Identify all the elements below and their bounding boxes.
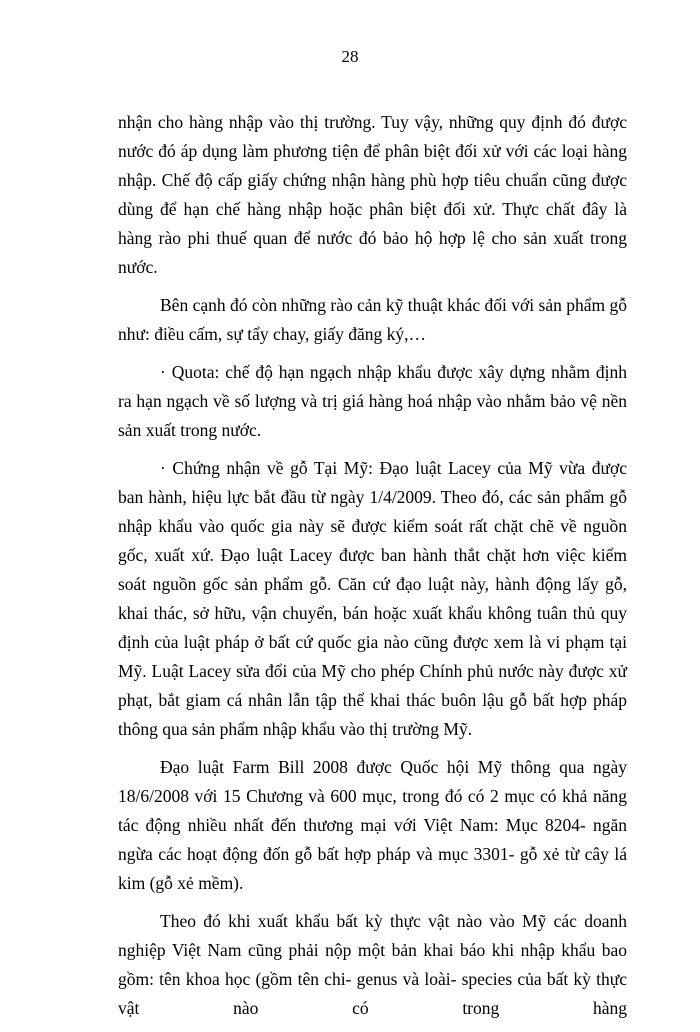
paragraph-technical-barriers: Bên cạnh đó còn những rào cản kỹ thuật khác đối với sản phẩm gỗ như: điều cấm, sự tẩy chay, giấy đăng ký,…: [118, 295, 627, 344]
paragraph-lacey-act: · Chứng nhận về gỗ Tại Mỹ: Đạo luật Lacey của Mỹ vừa được ban hành, hiệu lực bắt đầu từ ngày 1/4/2009. Theo đó, các sản phẩm gỗ nhập khẩu vào quốc gia này sẽ được kiểm soát rất chặt chẽ về nguồn gốc, xuất xứ. Đạo luật Lacey được ban hành thắt chặt hơn việc kiểm soát nguồn gốc sản phẩm gỗ. Căn cứ đạo luật này, hành động lấy gỗ, khai thác, sở hữu, vận chuyển, bán hoặc xuất khẩu không tuân thủ quy định của luật pháp ở bất cứ quốc gia nào cũng được xem là vi phạm tại Mỹ. Luật Lacey sửa đổi của Mỹ cho phép Chính phủ nước này được xử phạt, bắt giam cá nhân lẫn tập thể khai thác buôn lậu gỗ bất hợp pháp thông qua sản phẩm nhập khẩu vào thị trường Mỹ.: [118, 458, 627, 739]
page-number: 28: [341, 47, 359, 66]
paragraph-export-declaration: Theo đó khi xuất khẩu bất kỳ thực vật nào vào Mỹ các doanh nghiệp Việt Nam cũng phải nộp một bản khai báo khi nhập khẩu bao gồm: tên khoa học (gồm tên chi- genus và loài- species của bất kỳ thực vật nào có trong hàng: [118, 911, 627, 1018]
paragraph-farm-bill: Đạo luật Farm Bill 2008 được Quốc hội Mỹ thông qua ngày 18/6/2008 với 15 Chương và 600 mục, trong đó có 2 mục có khả năng tác động nhiều nhất đến thương mại với Việt Nam: Mục 8204- ngăn ngừa các hoạt động đốn gỗ bất hợp pháp và mục 3301- gỗ xẻ từ cây lá kim (gỗ xẻ mềm).: [118, 757, 627, 893]
paragraph-trade-barriers: nhận cho hàng nhập vào thị trường. Tuy vậy, những quy định đó được nước đó áp dụng làm phương tiện để phân biệt đối xử với các loại hàng nhập. Chế độ cấp giấy chứng nhận hàng phù hợp tiêu chuẩn cũng được dùng để hạn chế hàng nhập hoặc phân biệt đối xử. Thực chất đây là hàng rào phi thuế quan để nước đó bảo hộ hợp lệ cho sản xuất trong nước.: [118, 112, 627, 277]
document-body: [118, 108, 627, 1032]
paragraph-quota: · Quota: chế độ hạn ngạch nhập khẩu được xây dựng nhằm định ra hạn ngạch về số lượng và trị giá hàng hoá nhập vào nhằm bảo vệ nền sản xuất trong nước.: [118, 362, 627, 440]
